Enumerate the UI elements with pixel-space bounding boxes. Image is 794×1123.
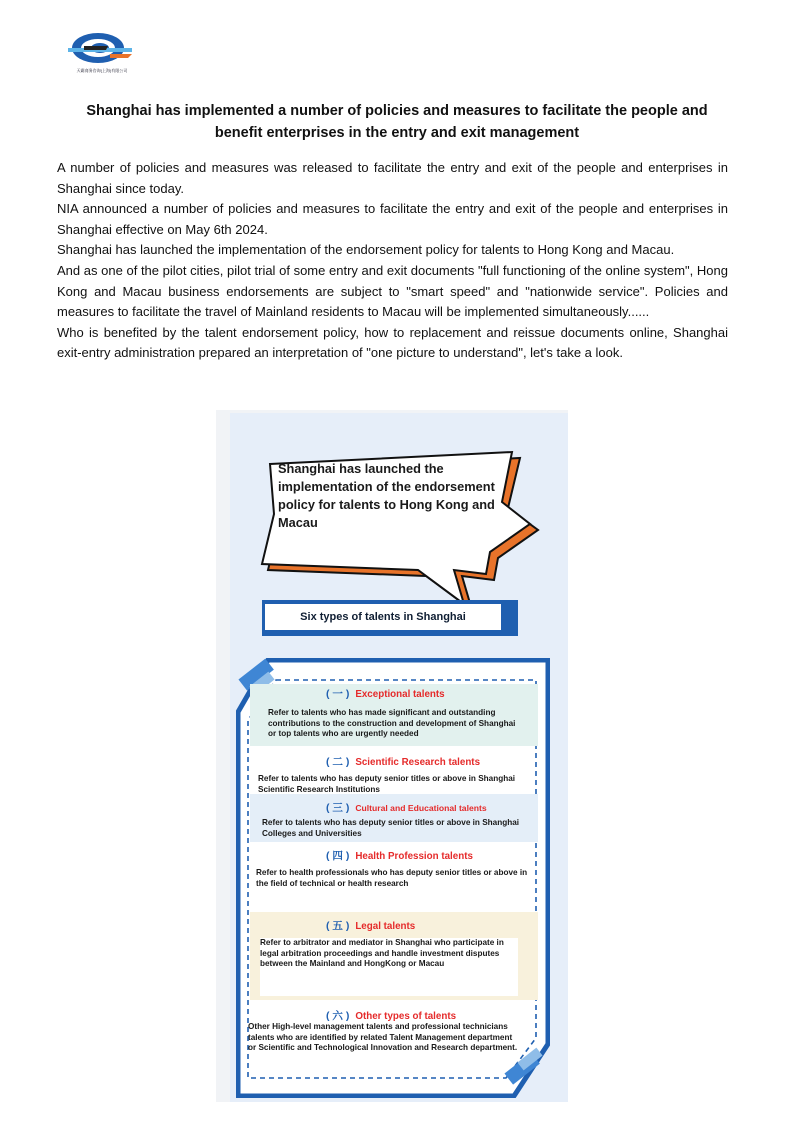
- paragraph: Who is benefited by the talent endorsement policy, how to replacement and reissue documents online, Shanghai exit-entry administration prepared an interpretation of "one picture to understand", let's take a look.: [57, 324, 728, 361]
- section-5-heading: [326, 918, 415, 933]
- paragraph: And as one of the pilot cities, pilot trial of some entry and exit documents "full functioning of the online system", Hong Kong and Macau business endorsements are subject to "smart speed" and "nationwide service". Policies and measures to facilitate the travel of Mainland residents to Macau will be implemented simultaneously......: [57, 262, 728, 320]
- title-line-1: Shanghai has implemented a number of policies and measures to facilitate the people and: [86, 103, 708, 119]
- section-3-heading: [326, 800, 487, 815]
- section-5-text: Refer to arbitrator and mediator in Shanghai who participate in legal arbitration proceedings and handle investment disputes between the Mainland and HongKong or Macau: [260, 938, 504, 969]
- section-3-text: Refer to talents who has deputy senior titles or above in Shanghai Colleges and Universities: [262, 818, 520, 838]
- paragraph: Shanghai has launched the implementation of the endorsement policy for talents to Hong Kong and Macau.: [57, 242, 675, 258]
- title-line-2: benefit enterprises in the entry and exit management: [214, 125, 580, 141]
- section-number: ( 三 ): [326, 802, 350, 814]
- section-number: ( 四 ): [326, 850, 350, 862]
- paragraph: NIA announced a number of policies and measures to facilitate the entry and exit of the people and enterprises in Shanghai effective on May 6th 2024.: [57, 201, 728, 237]
- section-6-heading: [326, 1008, 456, 1023]
- paragraph: A number of policies and measures was released to facilitate the entry and exit of the people and enterprises in Shanghai since today.: [57, 160, 728, 196]
- article-body: [57, 158, 728, 364]
- section-number: ( 六 ): [326, 1010, 350, 1022]
- section-2-heading: [326, 754, 480, 769]
- section-label: Health Profession talents: [355, 851, 473, 862]
- section-label: Exceptional talents: [355, 689, 445, 700]
- section-label: Legal talents: [355, 921, 416, 932]
- section-number: ( 一 ): [326, 688, 350, 700]
- infographic: [216, 410, 568, 1102]
- logo-caption: 天霸商务咨询(上海)有限公司: [76, 68, 128, 73]
- section-1-heading: [326, 686, 445, 701]
- section-1-text: Refer to talents who has made significant and outstanding contributions to the construction and development of Shanghai or top talents who are urgently needed: [268, 708, 516, 739]
- section-6-text: Other High-level management talents and professional technicians talents who are identified by related Talent Management department or Scientific and Technological Innovation and Research department.: [248, 1022, 518, 1053]
- article-title: [60, 100, 734, 144]
- section-label: Cultural and Educational talents: [355, 803, 487, 813]
- section-2-text: Refer to talents who has deputy senior titles or above in Shanghai Scientific Research Institutions: [258, 774, 516, 794]
- section-label: Scientific Research talents: [355, 757, 481, 768]
- section-4-heading: [326, 848, 473, 863]
- six-types-banner: [262, 600, 518, 636]
- section-label: Other types of talents: [355, 1011, 457, 1022]
- bubble-text: Shanghai has launched the implementation of the endorsement policy for talents to Hong Kong and Macau: [278, 461, 495, 530]
- section-number: ( 二 ): [326, 756, 350, 768]
- six-types-label: Six types of talents in Shanghai: [265, 604, 501, 630]
- section-4-text: Refer to health professionals who has deputy senior titles or above in the field of technical or health research: [256, 868, 528, 888]
- section-number: ( 五 ): [326, 920, 350, 932]
